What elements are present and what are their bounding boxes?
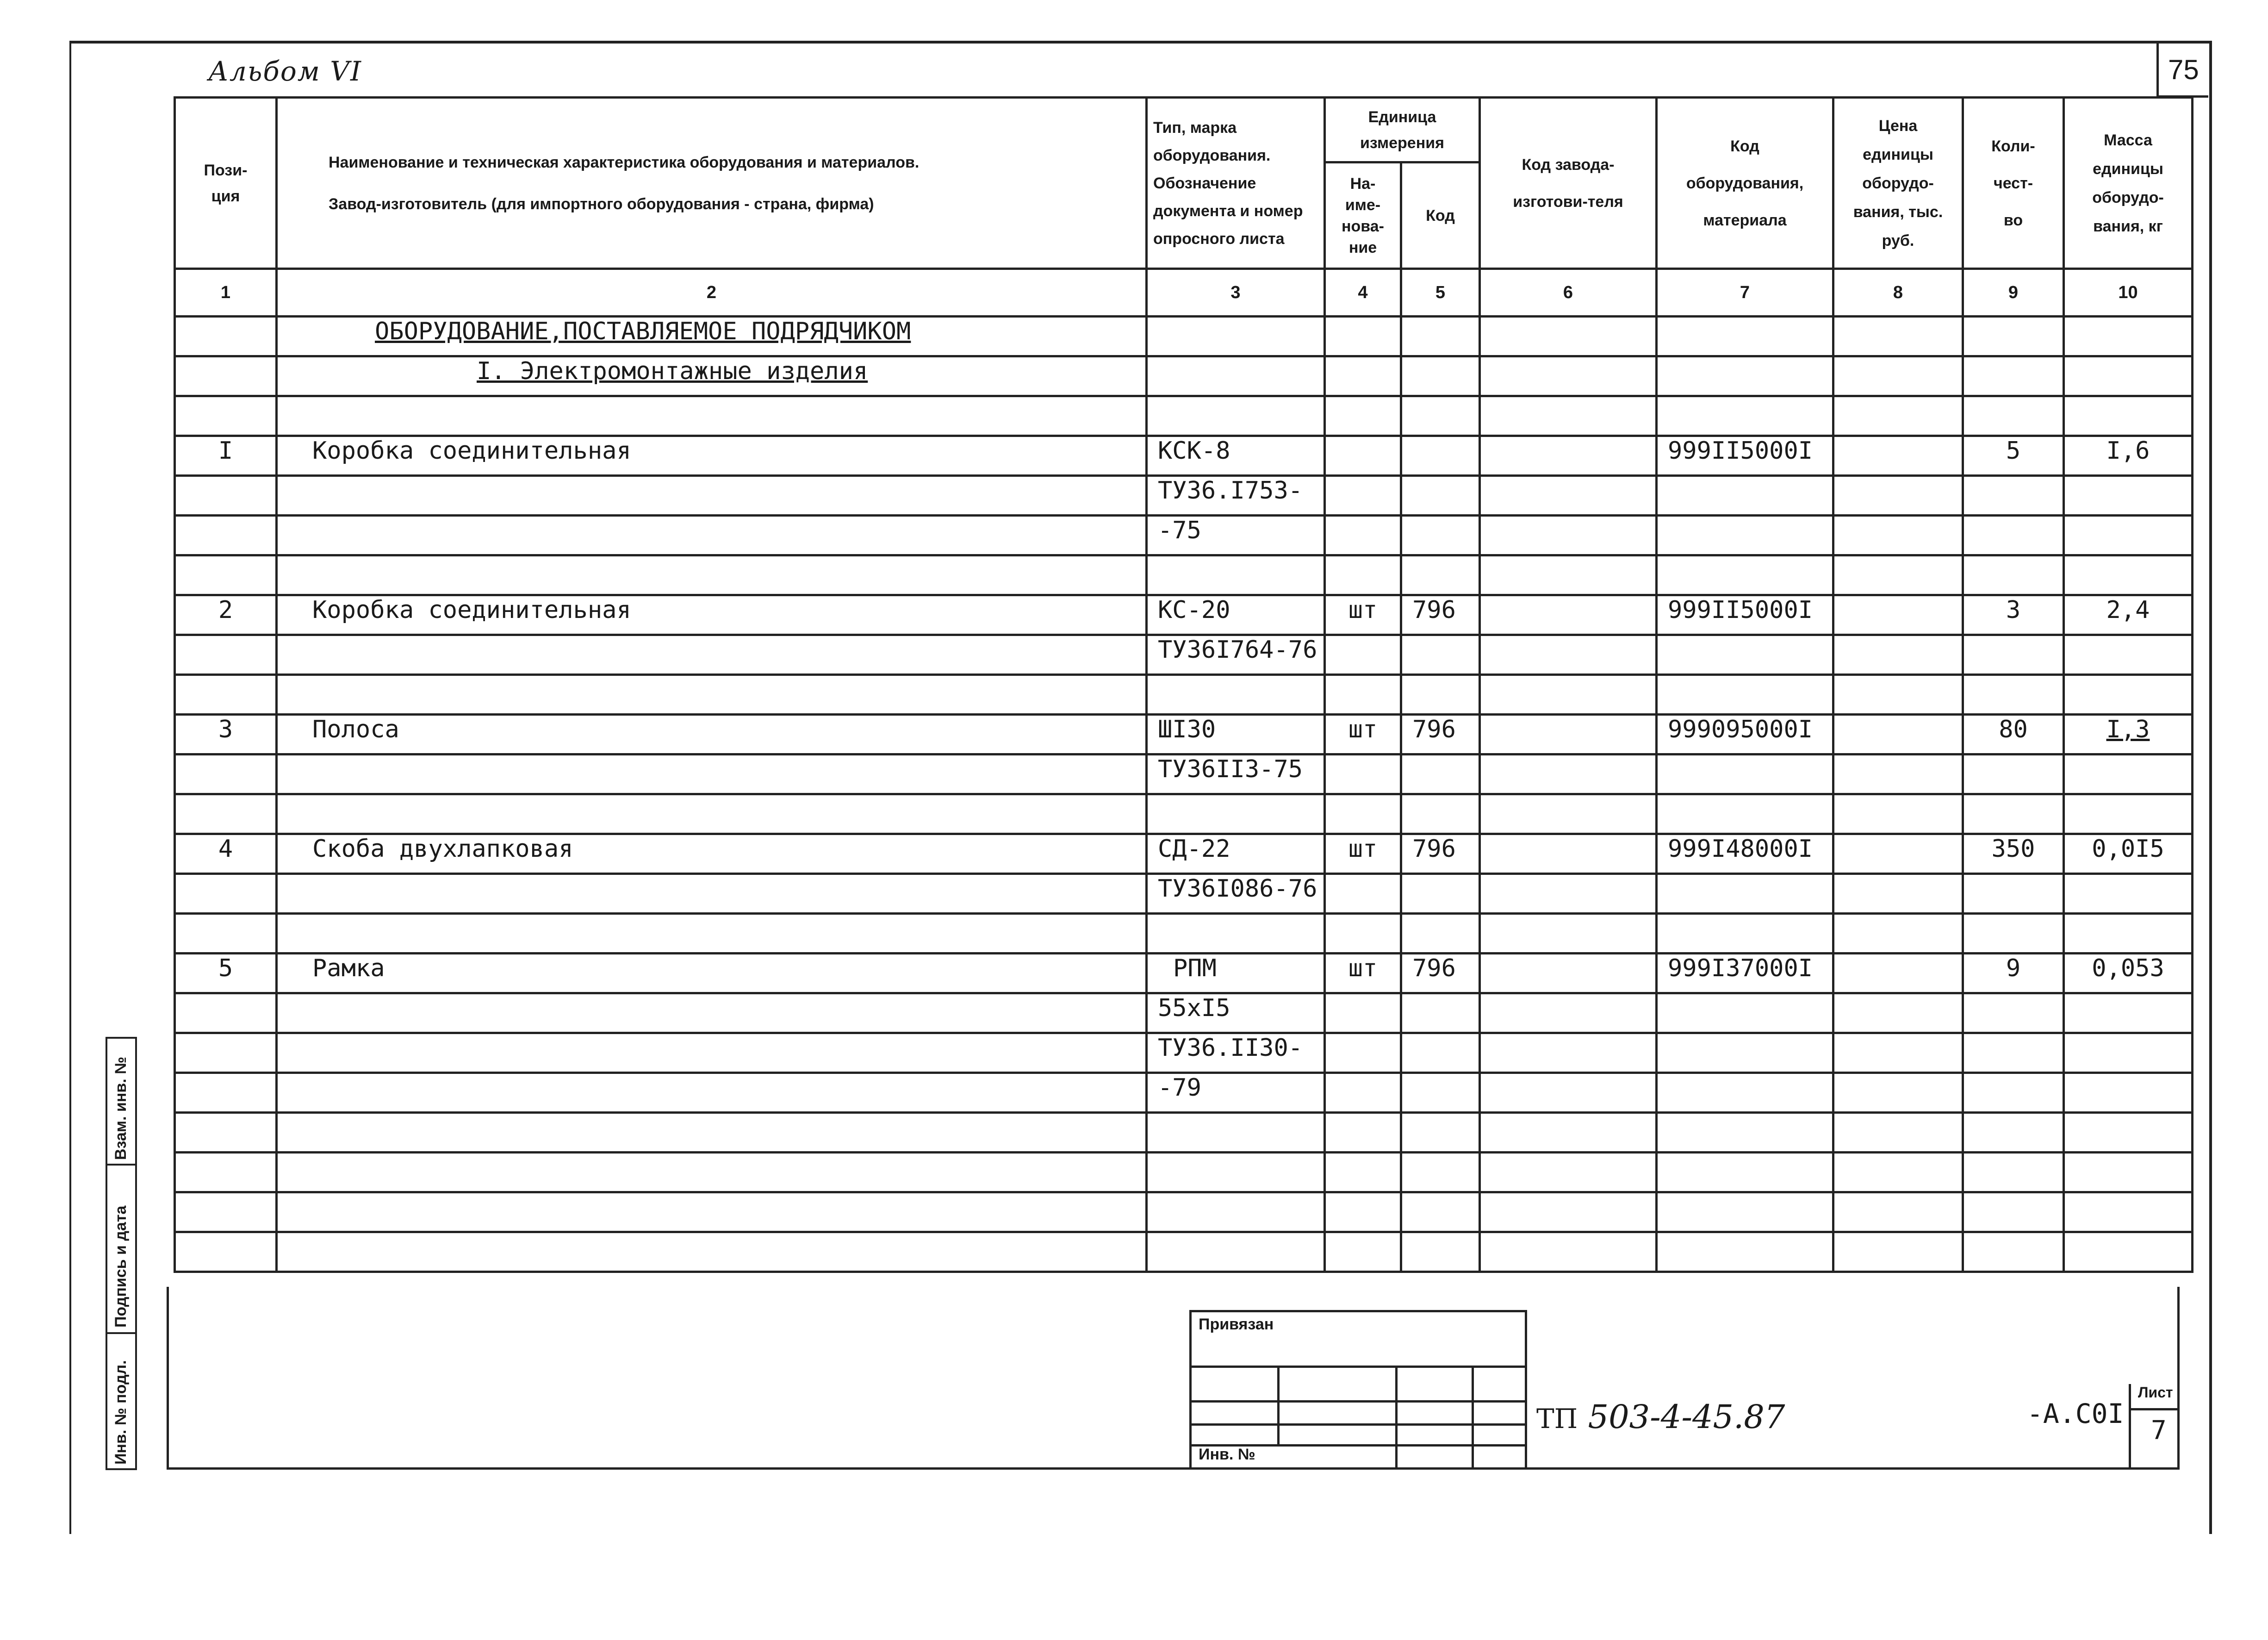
- subsection-title: I. Электромонтажные изделия: [277, 356, 1147, 396]
- cell-price: [1833, 436, 1963, 476]
- table-row: [175, 595, 2193, 635]
- cell-unit: шт: [1325, 954, 1401, 993]
- sidebar-inv-original: Инв. № подл.: [106, 1332, 137, 1470]
- cell-qty: 350: [1963, 834, 2064, 874]
- cell-type: РПМ: [1147, 954, 1325, 993]
- attached-label: Привязан: [1199, 1316, 1274, 1333]
- cell-type: ТУ36I764-76: [1147, 635, 1325, 675]
- cell-item-code: 999095000I: [1657, 715, 1833, 755]
- col-position-header: Пози- ция: [175, 98, 277, 269]
- col-name-header: Наименование и техническая характеристика оборудования и материалов. Завод-изготовитель (для импортного оборудования - страна, фирма): [277, 98, 1147, 269]
- cell-qty: 80: [1963, 715, 2064, 755]
- col-unit-name-header: На- име- нова- ние: [1325, 162, 1401, 269]
- cell-type: -79: [1147, 1073, 1325, 1113]
- cell-item-code: 999I37000I: [1657, 954, 1833, 993]
- cell-mass: 0,053: [2064, 954, 2193, 993]
- cell-item-code: 999II5000I: [1657, 595, 1833, 635]
- cell-item-code: 999I48000I: [1657, 834, 1833, 874]
- col-number: 5: [1401, 269, 1480, 317]
- album-label: Альбом VI: [208, 56, 362, 87]
- col-number: 1: [175, 269, 277, 317]
- table-row: [175, 715, 2193, 755]
- cell-name: Рамка: [277, 954, 1147, 993]
- sidebar-signature-date: Подпись и дата: [106, 1164, 137, 1334]
- table-row: [175, 954, 2193, 993]
- cell-mass: 0,0I5: [2064, 834, 2193, 874]
- col-type-header: Тип, марка оборудования. Обозначение документа и номер опросного листа: [1147, 98, 1325, 269]
- sheet-label: Лист: [2138, 1384, 2173, 1401]
- page-number-divider: [2156, 41, 2159, 96]
- document-code: ТП 503-4-45.87: [1536, 1398, 1785, 1436]
- col-price-header: Цена единицы оборудо-вания, тыс. руб.: [1833, 98, 1963, 269]
- cell-position: 2: [175, 595, 277, 635]
- cell-name: Скоба двухлапковая: [277, 834, 1147, 874]
- cell-unit: шт: [1325, 715, 1401, 755]
- cell-position: 4: [175, 834, 277, 874]
- cell-mass: I,3: [2064, 715, 2193, 755]
- col-number: 10: [2064, 269, 2193, 317]
- cell-type: ТУ36II3-75: [1147, 755, 1325, 794]
- cell-unit-code: 796: [1401, 715, 1480, 755]
- cell-type: КС-20: [1147, 595, 1325, 635]
- col-number: 4: [1325, 269, 1401, 317]
- column-numbers-row: [175, 269, 2193, 317]
- form-bottom-border: [167, 1467, 2180, 1470]
- col-number: 8: [1833, 269, 1963, 317]
- col-unit-group-header: Единица измерения: [1325, 98, 1480, 162]
- col-item-code-header: Код оборудования, материала: [1657, 98, 1833, 269]
- col-qty-header: Коли- чест- во: [1963, 98, 2064, 269]
- cell-type: -75: [1147, 516, 1325, 555]
- col-mass-header: Масса единицы оборудо-вания, кг: [2064, 98, 2193, 269]
- sheet-number: 7: [2151, 1416, 2167, 1446]
- cell-type: ШI30: [1147, 715, 1325, 755]
- cell-mass: I,6: [2064, 436, 2193, 476]
- cell-type: 55хI5: [1147, 993, 1325, 1033]
- cell-plant-code: [1480, 834, 1657, 874]
- inv-no-label: Инв. №: [1199, 1446, 1255, 1463]
- col-number: 6: [1480, 269, 1657, 317]
- page-number: 75: [2168, 54, 2199, 85]
- col-number: 2: [277, 269, 1147, 317]
- document-suffix: -А.С0I: [2027, 1398, 2124, 1429]
- table-row: [175, 834, 2193, 874]
- cell-unit-code: 796: [1401, 954, 1480, 993]
- cell-position: I: [175, 436, 277, 476]
- cell-type: ТУ36.II30-: [1147, 1033, 1325, 1073]
- table-row: [175, 356, 2193, 396]
- cell-qty: 3: [1963, 595, 2064, 635]
- cell-name: Коробка соединительная: [277, 436, 1147, 476]
- col-number: 3: [1147, 269, 1325, 317]
- cell-type: КСК-8: [1147, 436, 1325, 476]
- cell-name: Полоса: [277, 715, 1147, 755]
- cell-unit: шт: [1325, 834, 1401, 874]
- cell-unit-code: [1401, 436, 1480, 476]
- cell-type: ТУ36.I753-: [1147, 476, 1325, 516]
- cell-price: [1833, 715, 1963, 755]
- cell-unit: шт: [1325, 595, 1401, 635]
- cell-unit-code: 796: [1401, 595, 1480, 635]
- cell-plant-code: [1480, 715, 1657, 755]
- table-row: [175, 436, 2193, 476]
- cell-mass: 2,4: [2064, 595, 2193, 635]
- cell-position: 5: [175, 954, 277, 993]
- cell-qty: 5: [1963, 436, 2064, 476]
- cell-type: СД-22: [1147, 834, 1325, 874]
- cell-qty: 9: [1963, 954, 2064, 993]
- section-title: ОБОРУДОВАНИЕ,ПОСТАВЛЯЕМОЕ ПОДРЯДЧИКОМ: [277, 317, 1147, 356]
- cell-position: 3: [175, 715, 277, 755]
- cell-price: [1833, 954, 1963, 993]
- cell-unit-code: 796: [1401, 834, 1480, 874]
- sidebar-inv-replace: Взам. инв. №: [106, 1037, 137, 1166]
- col-unit-code-header: Код: [1401, 162, 1480, 269]
- cell-price: [1833, 595, 1963, 635]
- cell-plant-code: [1480, 436, 1657, 476]
- col-number: 7: [1657, 269, 1833, 317]
- col-plant-code-header: Код завода-изготови-теля: [1480, 98, 1657, 269]
- cell-name: Коробка соединительная: [277, 595, 1147, 635]
- sidebar-stamp: [106, 1037, 170, 1472]
- cell-type: ТУ36I086-76: [1147, 874, 1325, 914]
- cell-item-code: 999II5000I: [1657, 436, 1833, 476]
- cell-plant-code: [1480, 954, 1657, 993]
- table-row: [175, 317, 2193, 356]
- cell-unit: [1325, 436, 1401, 476]
- col-number: 9: [1963, 269, 2064, 317]
- specification-table: [174, 96, 2193, 1273]
- cell-plant-code: [1480, 595, 1657, 635]
- cell-price: [1833, 834, 1963, 874]
